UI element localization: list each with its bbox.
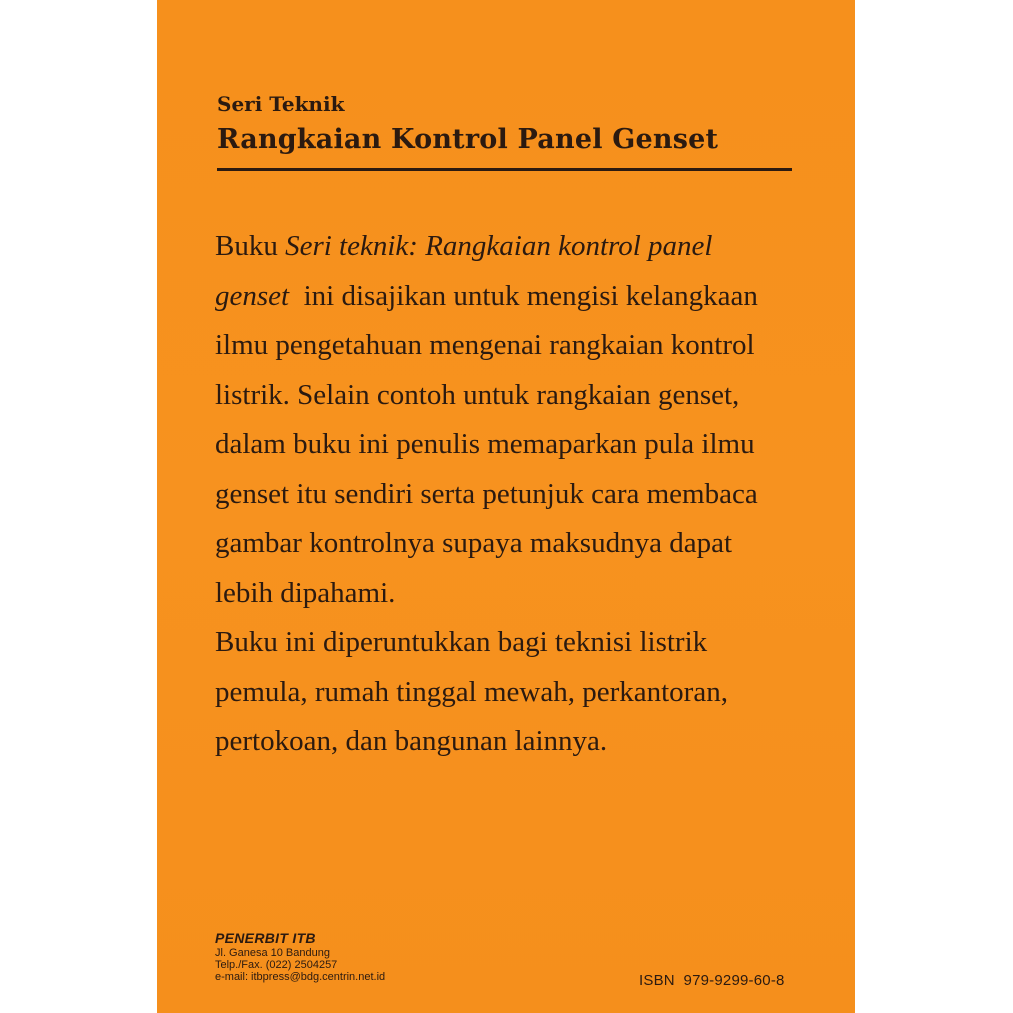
blurb-line: pertokoan, dan bangunan lainnya. (215, 725, 608, 757)
publisher-block (215, 930, 385, 983)
publisher-phone: Telp./Fax. (022) 2504257 (215, 959, 338, 971)
title-divider (217, 168, 792, 171)
blurb-line: listrik. Selain contoh untuk rangkaian genset, (215, 378, 740, 411)
blurb-line: genset itu sendiri serta petunjuk cara membaca (215, 477, 758, 510)
blurb-text (215, 226, 835, 771)
publisher-name: PENERBIT ITB (215, 930, 316, 946)
blurb-line (215, 226, 835, 276)
series-label: Seri Teknik (217, 92, 345, 116)
blurb-italic-title: Seri teknik: Rangkaian kontrol panel (285, 230, 713, 262)
book-back-cover (157, 0, 855, 1013)
isbn-number: ISBN 979-9299-60-8 (639, 972, 785, 989)
blurb-line: lebih dipahami. (215, 576, 396, 609)
blurb-text-run: Buku (215, 230, 286, 262)
publisher-address: Jl. Ganesa 10 Bandung (215, 947, 330, 959)
blurb-line: pemula, rumah tinggal mewah, perkantoran, (215, 675, 728, 708)
blurb-italic-title: genset (215, 279, 290, 312)
blurb-line: ilmu pengetahuan mengenai rangkaian kontrol (215, 329, 755, 361)
publisher-email: e-mail: itbpress@bdg.centrin.net.id (215, 971, 386, 983)
blurb-line (215, 276, 835, 326)
book-title: Rangkaian Kontrol Panel Genset (217, 124, 719, 155)
blurb-text-run: ini disajikan untuk mengisi kelangkaan (289, 279, 758, 312)
blurb-line: dalam buku ini penulis memaparkan pula ilmu (215, 428, 755, 460)
blurb-line: gambar kontrolnya supaya maksudnya dapat (215, 527, 733, 559)
blurb-line: Buku ini diperuntukkan bagi teknisi listrik (215, 626, 708, 658)
